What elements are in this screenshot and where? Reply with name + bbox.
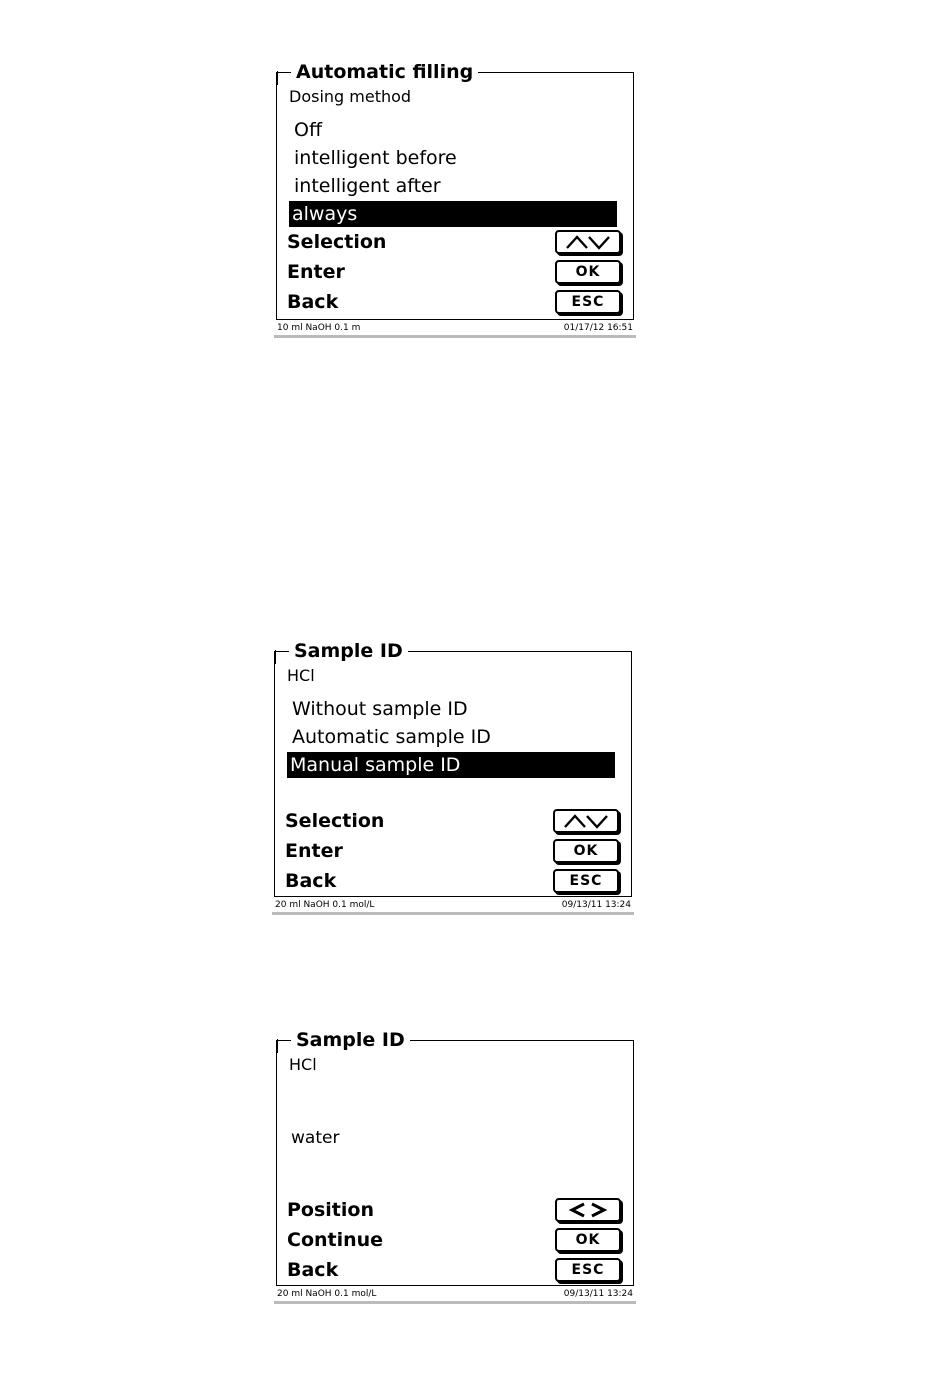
automatic-filling-screen bbox=[274, 61, 636, 338]
back-row bbox=[287, 289, 621, 317]
ok-key[interactable]: OK bbox=[555, 1228, 621, 1252]
left-right-arrows-icon bbox=[564, 1202, 612, 1218]
enter-row bbox=[287, 259, 621, 287]
ok-key[interactable]: OK bbox=[555, 260, 621, 284]
ok-key[interactable]: OK bbox=[553, 839, 619, 863]
option-off[interactable]: Off bbox=[294, 119, 323, 141]
back-row bbox=[287, 1257, 621, 1285]
up-down-arrows-key[interactable] bbox=[553, 809, 619, 833]
selection-row bbox=[285, 808, 619, 836]
option-manual-sample-id[interactable]: Manual sample ID bbox=[287, 752, 615, 778]
status-datetime: 09/13/11 13:24 bbox=[561, 900, 631, 910]
up-down-arrows-key[interactable] bbox=[555, 230, 621, 254]
screen-frame bbox=[274, 640, 632, 897]
screen-title: Sample ID bbox=[291, 1027, 410, 1053]
option-always[interactable]: always bbox=[289, 201, 617, 227]
position-label: Position bbox=[287, 1199, 374, 1221]
status-bar bbox=[274, 1287, 636, 1304]
sample-id-input[interactable]: water bbox=[291, 1128, 340, 1148]
esc-key[interactable]: ESC bbox=[555, 290, 621, 314]
position-row bbox=[287, 1197, 621, 1225]
screen-title: Automatic filling bbox=[291, 59, 478, 85]
status-datetime: 01/17/12 16:51 bbox=[563, 323, 633, 333]
enter-label: Enter bbox=[285, 840, 343, 862]
back-label: Back bbox=[287, 291, 339, 313]
esc-key[interactable]: ESC bbox=[555, 1258, 621, 1282]
selection-label: Selection bbox=[287, 231, 387, 253]
status-datetime: 09/13/11 13:24 bbox=[563, 1289, 633, 1299]
esc-key[interactable]: ESC bbox=[553, 869, 619, 893]
screen-frame bbox=[276, 1029, 634, 1286]
status-method: 20 ml NaOH 0.1 mol/L bbox=[275, 900, 375, 910]
up-down-arrows-icon bbox=[564, 234, 612, 250]
continue-row bbox=[287, 1227, 621, 1255]
selection-row bbox=[287, 229, 621, 257]
enter-row bbox=[285, 838, 619, 866]
continue-label: Continue bbox=[287, 1229, 384, 1251]
option-without-sample-id[interactable]: Without sample ID bbox=[292, 698, 468, 720]
status-method: 10 ml NaOH 0.1 m bbox=[277, 323, 361, 333]
screen-frame bbox=[276, 61, 634, 320]
back-label: Back bbox=[287, 1259, 339, 1281]
status-bar bbox=[272, 898, 634, 915]
status-method: 20 ml NaOH 0.1 mol/L bbox=[277, 1289, 377, 1299]
sample-id-selection-screen bbox=[272, 640, 634, 917]
option-automatic-sample-id[interactable]: Automatic sample ID bbox=[292, 726, 491, 748]
status-bar bbox=[274, 321, 636, 338]
screen-title: Sample ID bbox=[289, 638, 408, 664]
screen-subtitle: HCl bbox=[287, 666, 315, 685]
option-intelligent-before[interactable]: intelligent before bbox=[294, 147, 457, 169]
sample-id-entry-screen bbox=[274, 1029, 636, 1306]
up-down-arrows-icon bbox=[562, 813, 610, 829]
enter-label: Enter bbox=[287, 261, 345, 283]
back-row bbox=[285, 868, 619, 896]
screen-subtitle: Dosing method bbox=[289, 87, 412, 106]
selection-label: Selection bbox=[285, 810, 385, 832]
option-intelligent-after[interactable]: intelligent after bbox=[294, 175, 441, 197]
screen-subtitle: HCl bbox=[289, 1055, 317, 1074]
left-right-arrows-key[interactable] bbox=[555, 1198, 621, 1222]
back-label: Back bbox=[285, 870, 337, 892]
